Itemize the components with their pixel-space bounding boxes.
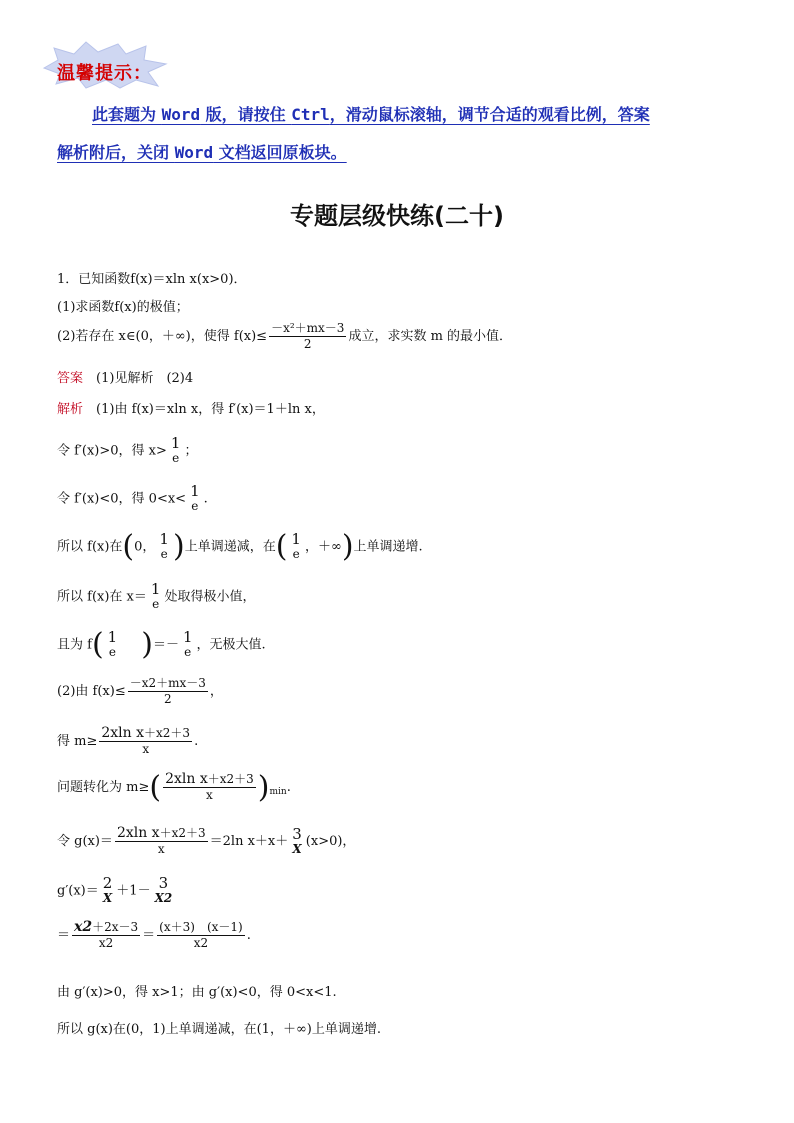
tip-text: ，滑动鼠标滚轴，调节合适的观看比例，答案 — [329, 105, 650, 124]
text: ＝ — [142, 928, 156, 943]
text: ， — [209, 684, 223, 699]
text: . — [246, 928, 251, 943]
text: 得 m≥ — [57, 734, 98, 749]
fraction — [99, 726, 192, 757]
tip-text: 此套题为 — [92, 105, 162, 124]
text: (1)由 f(x)＝xln x，得 f′(x)＝1＋ln x， — [96, 402, 325, 417]
text: . — [203, 491, 208, 507]
tip-word: Word — [161, 105, 201, 124]
solution-line-8 — [57, 726, 198, 757]
tip-line-2 — [57, 140, 347, 163]
fraction — [289, 532, 303, 562]
text: (x>0)， — [305, 834, 356, 849]
denominator: x2 — [72, 935, 140, 951]
text: ，无极大值. — [196, 637, 266, 653]
tip-title: 温馨提示： — [57, 63, 152, 84]
numerator: 1 — [107, 628, 118, 646]
text: . — [286, 780, 291, 795]
solution-line-3 — [57, 484, 208, 514]
numerator: (x＋3) (x－1) — [159, 920, 243, 934]
fraction — [163, 772, 256, 803]
text: 0， — [134, 539, 156, 555]
solution-line-5 — [57, 582, 255, 612]
denominator: e — [160, 547, 168, 561]
fraction — [72, 920, 140, 951]
solution-line-4 — [57, 529, 423, 564]
denominator: x — [115, 841, 208, 857]
text: 且为 f — [57, 637, 92, 653]
solution-line-14: 所以 g(x)在(0，1)上单调递减，在(1，＋∞)上单调递增. — [57, 1022, 381, 1037]
left-paren: ( — [275, 529, 288, 564]
denominator: X — [102, 891, 113, 905]
denominator: e — [108, 645, 116, 659]
solution-line-10 — [57, 826, 355, 857]
problem-stem: 1．已知函数f(x)＝xln x(x>0)． — [57, 272, 247, 287]
problem-part2 — [57, 321, 512, 352]
left-paren: ( — [91, 627, 104, 662]
denominator: X — [292, 841, 302, 856]
answer-text: (1)见解析 (2)4 — [96, 371, 194, 386]
fraction — [169, 436, 183, 466]
numerator: 1 — [150, 580, 161, 598]
text: 处取得极小值， — [164, 589, 256, 605]
text: g′(x)＝ — [57, 883, 99, 899]
text: (2)若存在 x∈(0，＋∞)，使得 f(x)≤ — [57, 329, 268, 344]
document-title: 专题层级快练(二十) — [290, 202, 504, 230]
text: ＝2ln x＋x＋ — [209, 834, 289, 849]
text: 所以 f(x)在 — [57, 539, 123, 555]
numerator: 3 — [158, 874, 169, 892]
tip-word: Word — [174, 143, 214, 162]
tip-line-1 — [92, 102, 650, 125]
text: 所以 f(x)在 x＝ — [57, 589, 147, 605]
fraction — [157, 532, 171, 562]
answer-label: 答案 — [57, 371, 84, 386]
numerator: 1 — [182, 628, 193, 646]
text: ＝－ — [152, 637, 179, 653]
text: 问题转化为 m≥ — [57, 780, 150, 795]
denominator: 2 — [128, 691, 208, 707]
numerator-part: ＋2x－3 — [92, 920, 139, 934]
numerator-part: x2 — [74, 919, 93, 935]
problem-part1: (1)求函数f(x)的极值； — [57, 300, 189, 315]
solution-line-13: 由 g′(x)>0，得 x>1；由 g′(x)<0，得 0<x<1. — [57, 985, 337, 1000]
answer-line — [57, 367, 193, 386]
denominator: X2 — [154, 891, 173, 905]
fraction — [269, 321, 346, 352]
fraction — [290, 824, 304, 857]
text: . — [194, 734, 199, 749]
text: 令 g(x)＝ — [57, 834, 113, 849]
numerator: 1 — [170, 434, 181, 452]
text: ； — [184, 443, 198, 459]
numerator: 1 — [159, 530, 169, 548]
numerator: 2 — [102, 874, 113, 892]
denominator: e — [292, 547, 300, 561]
right-paren: ) — [141, 627, 153, 662]
denominator: x — [163, 787, 256, 803]
fraction — [181, 630, 195, 660]
numerator: 3 — [292, 824, 302, 843]
numerator: －x2＋mx－3 — [129, 676, 206, 690]
solution-label: 解析 — [57, 402, 84, 417]
denominator: e — [191, 499, 199, 513]
fraction — [106, 630, 120, 660]
right-paren: ) — [257, 769, 270, 805]
fraction — [153, 876, 175, 906]
numerator: 1 — [291, 530, 301, 548]
numerator-part: ＋x2＋3 — [144, 726, 191, 740]
solution-line-7 — [57, 676, 223, 707]
fraction — [101, 876, 115, 906]
subscript-min: min — [269, 787, 287, 797]
tip-text: 版，请按住 — [200, 105, 292, 124]
tip-text: 文档返回原板块。 — [213, 143, 347, 162]
text: 上单调递增. — [353, 539, 423, 555]
denominator: e — [184, 645, 192, 659]
text: 成立，求实数 m 的最小值． — [348, 329, 513, 344]
solution-line-1 — [57, 398, 325, 417]
solution-line-9 — [57, 769, 291, 805]
solution-line-11 — [57, 876, 176, 906]
text: ，＋∞ — [304, 539, 342, 555]
denominator: x2 — [157, 935, 245, 951]
text: 上单调递减，在 — [184, 539, 276, 555]
text: 令 f′(x)>0，得 x> — [57, 443, 167, 459]
numerator-part: 2xln x — [101, 725, 145, 741]
tip-ctrl: Ctrl — [291, 105, 330, 124]
numerator: －x²＋mx－3 — [271, 321, 345, 335]
numerator-part: ＋x2＋3 — [159, 826, 206, 840]
right-paren: ) — [341, 529, 354, 564]
fraction — [128, 676, 208, 707]
denominator: 2 — [269, 336, 346, 352]
text: ＋1－ — [116, 883, 151, 899]
fraction — [115, 826, 208, 857]
fraction — [149, 582, 163, 612]
left-paren: ( — [149, 769, 162, 805]
left-paren: ( — [122, 529, 135, 564]
right-paren: ) — [172, 529, 185, 564]
denominator: e — [172, 451, 180, 465]
tip-text: 解析附后，关闭 — [57, 143, 175, 162]
numerator: 1 — [190, 482, 200, 500]
text: ＝ — [57, 928, 71, 943]
fraction — [188, 484, 202, 514]
solution-line-6 — [57, 627, 266, 662]
solution-line-12 — [57, 920, 251, 951]
denominator: e — [152, 597, 160, 611]
solution-line-2 — [57, 436, 197, 466]
numerator-part: 2xln x — [165, 771, 208, 787]
text: 令 f′(x)<0，得 0<x< — [57, 491, 187, 507]
numerator-part: ＋x2＋3 — [207, 772, 254, 786]
denominator: x — [99, 741, 192, 757]
fraction — [157, 920, 245, 951]
numerator-part: 2xln x — [116, 825, 160, 841]
text: (2)由 f(x)≤ — [57, 684, 126, 699]
